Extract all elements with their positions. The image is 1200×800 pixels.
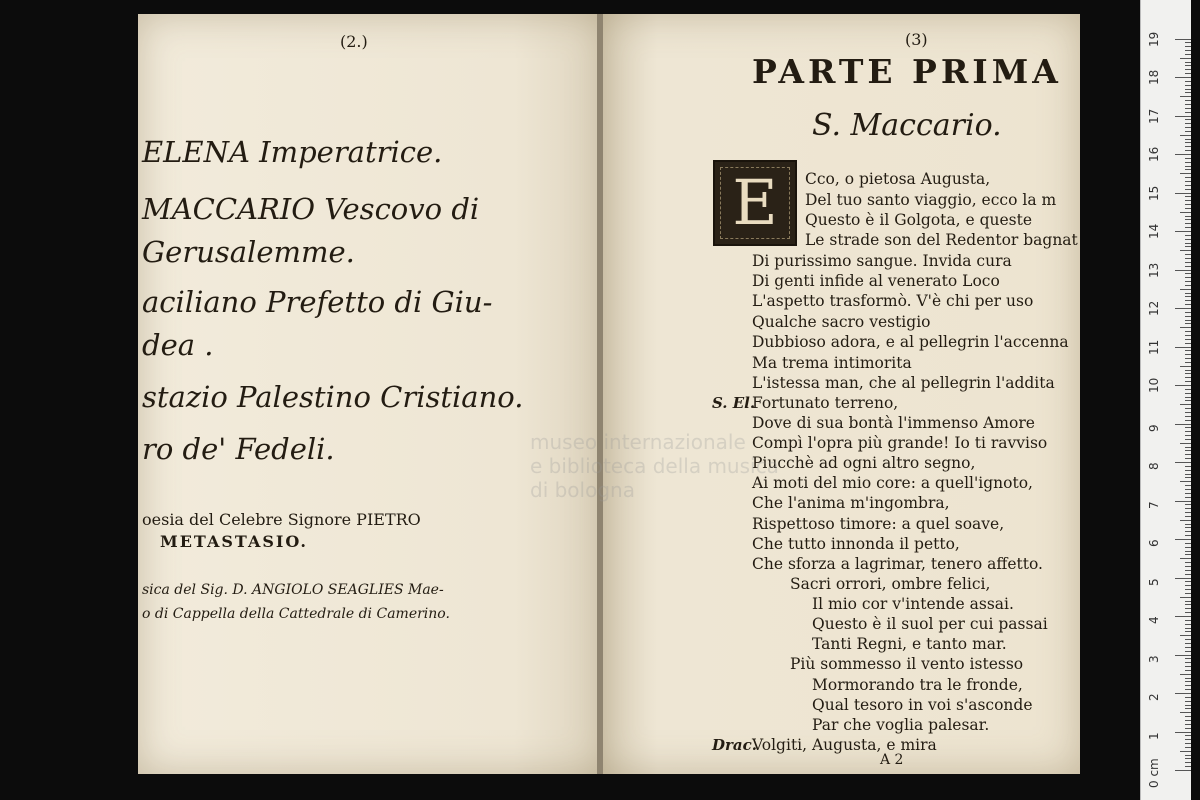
ruler-tick <box>1180 135 1191 136</box>
ruler-tick <box>1185 705 1191 706</box>
ruler-tick <box>1185 420 1191 421</box>
ruler-tick <box>1175 308 1191 309</box>
ruler-tick <box>1185 747 1191 748</box>
ruler-tick <box>1185 493 1191 494</box>
ruler-tick <box>1185 358 1191 359</box>
ruler-tick <box>1185 119 1191 120</box>
verse-line: L'istessa man, che al pellegrin l'addita <box>752 374 1055 392</box>
ruler-tick <box>1185 339 1191 340</box>
ruler-tick <box>1185 439 1191 440</box>
ruler-tick <box>1185 485 1191 486</box>
ruler-tick <box>1185 335 1191 336</box>
ruler-tick <box>1185 431 1191 432</box>
verse-line: Il mio cor v'intende assai. <box>812 595 1014 613</box>
ruler-tick <box>1175 655 1191 656</box>
ruler-tick <box>1175 616 1191 617</box>
ruler-tick <box>1185 370 1191 371</box>
verse-line: Tanti Regni, e tanto mar. <box>812 635 1007 653</box>
ruler-tick <box>1180 558 1191 559</box>
ruler-tick <box>1185 454 1191 455</box>
ruler-tick <box>1185 524 1191 525</box>
ruler-tick <box>1185 535 1191 536</box>
ruler-tick <box>1185 92 1191 93</box>
measurement-ruler <box>1140 0 1191 800</box>
ruler-number: 11 <box>1147 339 1161 355</box>
ruler-number: 15 <box>1147 185 1161 201</box>
ruler-tick <box>1185 508 1191 509</box>
cast-line-5: dea . <box>142 328 214 362</box>
ruler-tick <box>1185 416 1191 417</box>
ruler-number: 7 <box>1147 500 1161 509</box>
ruler-tick <box>1185 412 1191 413</box>
verse-line: Qualche sacro vestigio <box>752 313 931 331</box>
ruler-tick <box>1185 104 1191 105</box>
ruler-tick <box>1185 85 1191 86</box>
ruler-tick <box>1185 681 1191 682</box>
cast-line-1: ELENA Imperatrice. <box>142 135 443 169</box>
ruler-tick <box>1185 570 1191 571</box>
ruler-tick <box>1175 385 1191 386</box>
ruler-tick <box>1185 735 1191 736</box>
ruler-tick <box>1185 697 1191 698</box>
verse-speaker: S. El. <box>712 394 756 412</box>
ruler-number: 13 <box>1147 262 1161 278</box>
ruler-tick <box>1185 743 1191 744</box>
ruler-tick <box>1175 770 1191 771</box>
ruler-tick <box>1180 404 1191 405</box>
ruler-tick <box>1185 223 1191 224</box>
ruler-tick <box>1175 501 1191 502</box>
ruler-tick <box>1185 562 1191 563</box>
ruler-tick <box>1185 89 1191 90</box>
ruler-tick <box>1185 497 1191 498</box>
ruler-tick <box>1185 647 1191 648</box>
ruler-tick <box>1185 755 1191 756</box>
ruler-tick <box>1185 381 1191 382</box>
ruler-tick <box>1185 585 1191 586</box>
ruler-tick <box>1185 216 1191 217</box>
ruler-tick <box>1185 185 1191 186</box>
ruler-tick <box>1185 166 1191 167</box>
ruler-tick <box>1180 481 1191 482</box>
ruler-tick <box>1185 666 1191 667</box>
ruler-tick <box>1185 678 1191 679</box>
ruler-tick <box>1185 273 1191 274</box>
ruler-tick <box>1180 250 1191 251</box>
ruler-tick <box>1185 296 1191 297</box>
ruler-tick <box>1185 300 1191 301</box>
ruler-tick <box>1185 651 1191 652</box>
ruler-tick <box>1185 142 1191 143</box>
ruler-tick <box>1185 762 1191 763</box>
ruler-number: 3 <box>1147 654 1161 663</box>
verse-line: Questo è il Golgota, e queste <box>805 211 1033 229</box>
verse-line: Cco, o pietosa Augusta, <box>805 170 991 188</box>
ruler-number: 4 <box>1147 616 1161 624</box>
ruler-tick <box>1185 728 1191 729</box>
ruler-tick <box>1185 293 1191 294</box>
ruler-tick <box>1185 470 1191 471</box>
ruler-tick <box>1185 131 1191 132</box>
ruler-tick <box>1185 608 1191 609</box>
ruler-tick <box>1180 443 1191 444</box>
ruler-tick <box>1185 400 1191 401</box>
verse-line: Che sforza a lagrimar, tenero affetto. <box>752 555 1043 573</box>
ruler-tick <box>1185 312 1191 313</box>
ruler-tick <box>1185 62 1191 63</box>
ruler-unit-label: 0 cm <box>1147 758 1161 788</box>
ruler-tick <box>1185 724 1191 725</box>
ruler-tick <box>1175 732 1191 733</box>
ruler-tick <box>1185 516 1191 517</box>
ruler-tick <box>1185 458 1191 459</box>
ruler-tick <box>1175 578 1191 579</box>
ruler-tick <box>1185 620 1191 621</box>
verse-line: Dubbioso adora, e al pellegrin l'accenna <box>752 333 1069 351</box>
ruler-number: 19 <box>1147 31 1161 47</box>
verse-line: Del tuo santo viaggio, ecco la m <box>805 191 1057 209</box>
ruler-tick <box>1180 674 1191 675</box>
ruler-tick <box>1185 554 1191 555</box>
poetry-credit-line-2: METASTASIO. <box>160 532 308 551</box>
ruler-tick <box>1185 758 1191 759</box>
ruler-tick <box>1185 624 1191 625</box>
verse-line: Sacri orrori, ombre felici, <box>790 575 991 593</box>
ruler-tick <box>1185 219 1191 220</box>
ruler-tick <box>1180 327 1191 328</box>
ruler-tick <box>1185 566 1191 567</box>
ruler-tick <box>1175 154 1191 155</box>
ruler-tick <box>1185 189 1191 190</box>
ruler-tick <box>1185 69 1191 70</box>
ruler-tick <box>1180 520 1191 521</box>
watermark-line-1: museo internazionale <box>530 430 746 454</box>
verse-line: Le strade son del Redentor bagnat <box>805 231 1078 249</box>
cast-line-7: ro de' Fedeli. <box>142 432 335 466</box>
ruler-tick <box>1185 262 1191 263</box>
ruler-tick <box>1185 504 1191 505</box>
ruler-tick <box>1185 408 1191 409</box>
ruler-tick <box>1185 551 1191 552</box>
ruler-tick <box>1185 285 1191 286</box>
ruler-tick <box>1185 447 1191 448</box>
ruler-tick <box>1180 597 1191 598</box>
left-page-number: (2.) <box>340 32 368 51</box>
ruler-tick <box>1185 81 1191 82</box>
ruler-tick <box>1185 277 1191 278</box>
ruler-tick <box>1185 235 1191 236</box>
ruler-tick <box>1185 393 1191 394</box>
ruler-tick <box>1175 231 1191 232</box>
ruler-tick <box>1185 204 1191 205</box>
decorated-initial: E <box>713 160 797 246</box>
ruler-tick <box>1185 146 1191 147</box>
ruler-tick <box>1185 158 1191 159</box>
ruler-tick <box>1185 720 1191 721</box>
ruler-tick <box>1185 266 1191 267</box>
ruler-tick <box>1180 751 1191 752</box>
ruler-tick <box>1185 628 1191 629</box>
ruler-number: 2 <box>1147 693 1161 701</box>
ruler-tick <box>1185 150 1191 151</box>
ruler-tick <box>1185 139 1191 140</box>
verse-line: Fortunato terreno, <box>752 394 899 412</box>
cast-line-6: stazio Palestino Cristiano. <box>142 380 524 414</box>
verse-line: Mormorando tra le fronde, <box>812 676 1023 694</box>
cast-line-4: aciliano Prefetto di Giu- <box>142 285 493 319</box>
ruler-tick <box>1185 531 1191 532</box>
verse-line: Ai moti del mio core: a quell'ignoto, <box>752 474 1033 492</box>
ruler-tick <box>1185 639 1191 640</box>
ruler-number: 14 <box>1147 223 1161 239</box>
verse-line: Par che voglia palesar. <box>812 716 990 734</box>
ruler-tick <box>1175 462 1191 463</box>
verse-line: Questo è il suol per cui passai <box>812 615 1048 633</box>
ruler-tick <box>1185 50 1191 51</box>
ruler-number: 17 <box>1147 108 1161 124</box>
speaker-heading: S. Maccario. <box>812 108 1002 143</box>
ruler-tick <box>1175 77 1191 78</box>
verse-line: L'aspetto trasformò. V'è chi per uso <box>752 292 1034 310</box>
verse-line: Ma trema intimorita <box>752 354 912 372</box>
poetry-credit-line-1: oesia del Celebre Signore PIETRO <box>142 510 421 529</box>
ruler-tick <box>1185 477 1191 478</box>
ruler-tick <box>1185 239 1191 240</box>
ruler-tick <box>1185 316 1191 317</box>
ruler-tick <box>1185 208 1191 209</box>
ruler-tick <box>1185 177 1191 178</box>
book-gutter <box>597 14 603 774</box>
ruler-tick <box>1185 46 1191 47</box>
watermark-line-3: di bologna <box>530 478 635 502</box>
verse-line: Più sommesso il vento istesso <box>790 655 1024 673</box>
ruler-tick <box>1185 658 1191 659</box>
ruler-number: 1 <box>1147 731 1161 740</box>
ruler-tick <box>1185 512 1191 513</box>
ruler-tick <box>1175 693 1191 694</box>
ruler-tick <box>1185 100 1191 101</box>
ruler-tick <box>1185 489 1191 490</box>
library-watermark <box>530 430 779 502</box>
ruler-tick <box>1185 123 1191 124</box>
verse-line: Piucchè ad ogni altro segno, <box>752 454 976 472</box>
ruler-number: 5 <box>1147 577 1161 586</box>
watermark-line-2: e biblioteca della musica <box>530 454 779 478</box>
verse-line: Di genti infide al venerato Loco <box>752 272 1000 290</box>
ruler-tick <box>1185 112 1191 113</box>
ruler-tick <box>1185 601 1191 602</box>
verse-line: Rispettoso timore: a quel soave, <box>752 515 1005 533</box>
verse-line: Dove di sua bontà l'immenso Amore <box>752 414 1035 432</box>
ruler-tick <box>1185 331 1191 332</box>
ruler-tick <box>1185 474 1191 475</box>
ruler-tick <box>1185 689 1191 690</box>
ruler-tick <box>1185 389 1191 390</box>
ruler-number: 12 <box>1147 300 1161 316</box>
ruler-tick <box>1185 527 1191 528</box>
ruler-tick <box>1185 73 1191 74</box>
ruler-tick <box>1180 635 1191 636</box>
ruler-tick <box>1185 323 1191 324</box>
ruler-tick <box>1185 716 1191 717</box>
ruler-tick <box>1185 631 1191 632</box>
ruler-number: 10 <box>1147 377 1161 393</box>
ruler-tick <box>1185 343 1191 344</box>
ruler-tick <box>1185 181 1191 182</box>
ruler-tick <box>1185 196 1191 197</box>
ruler-tick <box>1180 173 1191 174</box>
cast-line-3: Gerusalemme. <box>142 235 355 269</box>
ruler-tick <box>1185 162 1191 163</box>
verse-speaker: Drac. <box>712 736 757 754</box>
ruler-number: 8 <box>1147 462 1161 470</box>
cast-line-2: MACCARIO Vescovo di <box>142 192 480 226</box>
verse-line: Che tutto innonda il petto, <box>752 535 960 553</box>
ruler-number: 6 <box>1147 539 1161 547</box>
ruler-tick <box>1185 435 1191 436</box>
ruler-tick <box>1185 362 1191 363</box>
ruler-tick <box>1180 212 1191 213</box>
ruler-tick <box>1185 246 1191 247</box>
ruler-tick <box>1185 466 1191 467</box>
ruler-tick <box>1185 589 1191 590</box>
ruler-tick <box>1185 304 1191 305</box>
ruler-tick <box>1185 354 1191 355</box>
ruler-tick <box>1175 424 1191 425</box>
ruler-tick <box>1180 712 1191 713</box>
music-credit-line-2: o di Cappella della Cattedrale di Camerino. <box>142 606 450 622</box>
ruler-tick <box>1175 539 1191 540</box>
ruler-tick <box>1185 397 1191 398</box>
verse-line: Volgiti, Augusta, e mira <box>752 736 937 754</box>
ruler-tick <box>1180 58 1191 59</box>
verse-line: Che l'anima m'ingombra, <box>752 494 950 512</box>
ruler-tick <box>1185 227 1191 228</box>
signature-mark: A 2 <box>880 752 904 768</box>
ruler-tick <box>1185 739 1191 740</box>
ruler-tick <box>1185 108 1191 109</box>
ruler-tick <box>1185 643 1191 644</box>
ruler-tick <box>1185 127 1191 128</box>
ruler-tick <box>1185 373 1191 374</box>
ruler-number: 16 <box>1147 146 1161 162</box>
verse-line: Di purissimo sangue. Invida cura <box>752 252 1012 270</box>
ruler-tick <box>1185 547 1191 548</box>
ruler-number: 18 <box>1147 69 1161 85</box>
page-title: PARTE PRIMA <box>752 52 1062 91</box>
ruler-tick <box>1185 54 1191 55</box>
ruler-tick <box>1185 243 1191 244</box>
ruler-tick <box>1185 685 1191 686</box>
ruler-tick <box>1185 708 1191 709</box>
verse-line: Compì l'opra più grande! Io ti ravviso <box>752 434 1048 452</box>
ruler-tick <box>1185 320 1191 321</box>
ruler-tick <box>1185 604 1191 605</box>
ruler-number: 9 <box>1147 423 1161 432</box>
ruler-tick <box>1185 200 1191 201</box>
ruler-tick <box>1175 193 1191 194</box>
ruler-tick <box>1180 366 1191 367</box>
right-page-number: (3) <box>905 30 928 49</box>
ruler-tick <box>1185 612 1191 613</box>
ruler-tick <box>1185 258 1191 259</box>
ruler-tick <box>1180 289 1191 290</box>
ruler-tick <box>1185 766 1191 767</box>
ruler-tick <box>1185 65 1191 66</box>
ruler-tick <box>1185 662 1191 663</box>
ruler-tick <box>1175 270 1191 271</box>
ruler-tick <box>1185 281 1191 282</box>
ruler-tick <box>1185 427 1191 428</box>
ruler-tick <box>1185 670 1191 671</box>
verse-line: Qual tesoro in voi s'asconde <box>812 696 1033 714</box>
ruler-tick <box>1185 42 1191 43</box>
music-credit-line-1: sica del Sig. D. ANGIOLO SEAGLIES Mae- <box>142 582 444 598</box>
ruler-tick <box>1185 701 1191 702</box>
ruler-tick <box>1185 593 1191 594</box>
ruler-tick <box>1185 543 1191 544</box>
ruler-tick <box>1185 169 1191 170</box>
ruler-tick <box>1180 96 1191 97</box>
ruler-tick <box>1175 347 1191 348</box>
ruler-tick <box>1175 39 1191 40</box>
ruler-tick <box>1185 377 1191 378</box>
ruler-tick <box>1175 116 1191 117</box>
ruler-tick <box>1185 254 1191 255</box>
ruler-tick <box>1185 350 1191 351</box>
ruler-tick <box>1185 450 1191 451</box>
ruler-tick <box>1185 581 1191 582</box>
ruler-tick <box>1185 574 1191 575</box>
